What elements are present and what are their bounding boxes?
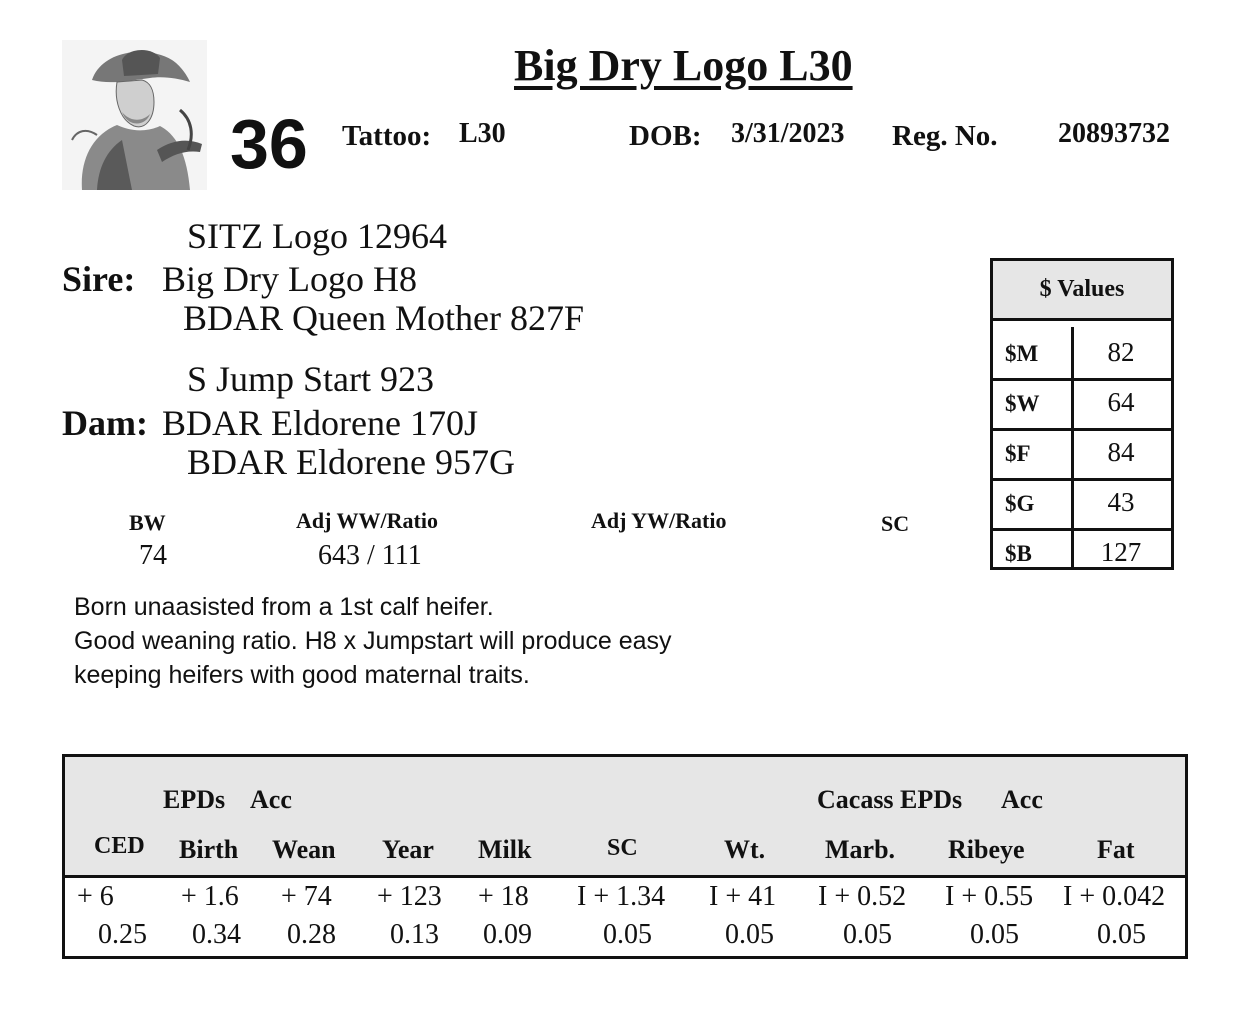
- dollar-value-row: [993, 327, 1171, 377]
- epd-value: I + 1.34: [577, 881, 666, 912]
- dam-label: Dam:: [62, 403, 148, 443]
- sire-label: Sire:: [62, 259, 136, 299]
- dollar-value: 64: [1107, 387, 1135, 417]
- dollar-value-label: $B: [1005, 541, 1032, 566]
- epd-value: + 6: [77, 881, 114, 912]
- dob-label: DOB:: [629, 120, 702, 152]
- epd-value: I + 0.042: [1063, 881, 1166, 912]
- col-header: Milk: [478, 835, 532, 864]
- sc-label: SC: [881, 511, 910, 536]
- epd-accuracy: 0.05: [843, 919, 892, 950]
- sire-sire: SITZ Logo 12964: [187, 216, 447, 256]
- tattoo-value: L30: [459, 118, 506, 149]
- cowboy-logo: [62, 40, 207, 190]
- epd-accuracy: 0.05: [603, 919, 652, 950]
- dam-dam: BDAR Eldorene 957G: [187, 442, 515, 482]
- notes: [74, 590, 672, 692]
- reg-no-label: Reg. No.: [892, 120, 998, 152]
- dollar-value-label: $M: [1005, 341, 1039, 366]
- epd-value: + 74: [281, 881, 332, 912]
- adj-yw-label: Adj YW/Ratio: [591, 508, 727, 533]
- epd-table-header: [65, 757, 1185, 878]
- dollar-value: 127: [1100, 537, 1142, 567]
- dollar-value-label: $W: [1005, 391, 1040, 416]
- bw-label: BW: [129, 510, 166, 535]
- dollar-value: 82: [1107, 337, 1135, 367]
- epd-table: [62, 754, 1188, 959]
- notes-line: keeping heifers with good maternal traits.: [74, 661, 530, 689]
- dollar-value-label: $G: [1005, 491, 1035, 516]
- dam-sire: S Jump Start 923: [187, 359, 435, 399]
- col-header: Marb.: [825, 835, 896, 864]
- animal-title: Big Dry Logo L30: [514, 41, 853, 90]
- col-header: SC: [607, 835, 638, 861]
- epd-accuracy: 0.25: [98, 919, 147, 950]
- epd-value: + 18: [478, 881, 529, 912]
- epd-accuracy: 0.05: [1097, 919, 1146, 950]
- epd-value: I + 0.55: [945, 881, 1034, 912]
- dollar-value-row: [993, 477, 1171, 527]
- epds-label: EPDs: [163, 785, 226, 814]
- carcass-acc-label: Acc: [1001, 785, 1043, 814]
- epd-accuracy: 0.09: [483, 919, 532, 950]
- col-header: Ribeye: [948, 835, 1025, 864]
- dollar-values-title: $ Values: [993, 261, 1171, 321]
- dollar-value-row: [993, 377, 1171, 427]
- col-header: Wt.: [724, 835, 766, 864]
- notes-line: Born unaasisted from a 1st calf heifer.: [74, 593, 494, 621]
- lot-number: 36: [230, 105, 308, 183]
- dam-name: BDAR Eldorene 170J: [162, 403, 478, 443]
- epd-value: I + 0.52: [818, 881, 907, 912]
- adj-ww-value: 643 / 111: [318, 540, 422, 571]
- dollar-value-label: $F: [1005, 441, 1031, 466]
- epd-accuracy: 0.13: [390, 919, 439, 950]
- sire-dam: BDAR Queen Mother 827F: [183, 298, 584, 338]
- cowboy-sketch-icon: [62, 40, 207, 190]
- col-header: Wean: [272, 835, 336, 864]
- dollar-value-row: [993, 427, 1171, 477]
- sire-name: Big Dry Logo H8: [162, 259, 417, 299]
- carcass-epds-label: Cacass EPDs: [817, 785, 963, 814]
- epds-acc-label: Acc: [250, 785, 292, 814]
- bw-value: 74: [139, 540, 167, 571]
- epd-accuracy: 0.05: [725, 919, 774, 950]
- epd-accuracy: 0.05: [970, 919, 1019, 950]
- epd-value: I + 41: [709, 881, 777, 912]
- epd-accuracy: 0.28: [287, 919, 336, 950]
- epd-value: + 1.6: [181, 881, 239, 912]
- col-header: Fat: [1097, 835, 1135, 864]
- epd-accuracy: 0.34: [192, 919, 241, 950]
- col-header: Birth: [179, 835, 239, 864]
- reg-no-value: 20893732: [1058, 118, 1170, 149]
- tattoo-label: Tattoo:: [342, 120, 432, 152]
- dollar-value: 43: [1107, 487, 1135, 517]
- adj-ww-label: Adj WW/Ratio: [296, 508, 438, 533]
- notes-line: Good weaning ratio. H8 x Jumpstart will produce easy: [74, 627, 672, 655]
- col-header: CED: [94, 833, 145, 859]
- col-header: Year: [382, 835, 434, 864]
- dob-value: 3/31/2023: [731, 118, 845, 149]
- epd-value: + 123: [377, 881, 442, 912]
- dollar-values-box: [990, 258, 1174, 570]
- dollar-value: 84: [1107, 437, 1135, 467]
- dollar-value-row: [993, 527, 1171, 577]
